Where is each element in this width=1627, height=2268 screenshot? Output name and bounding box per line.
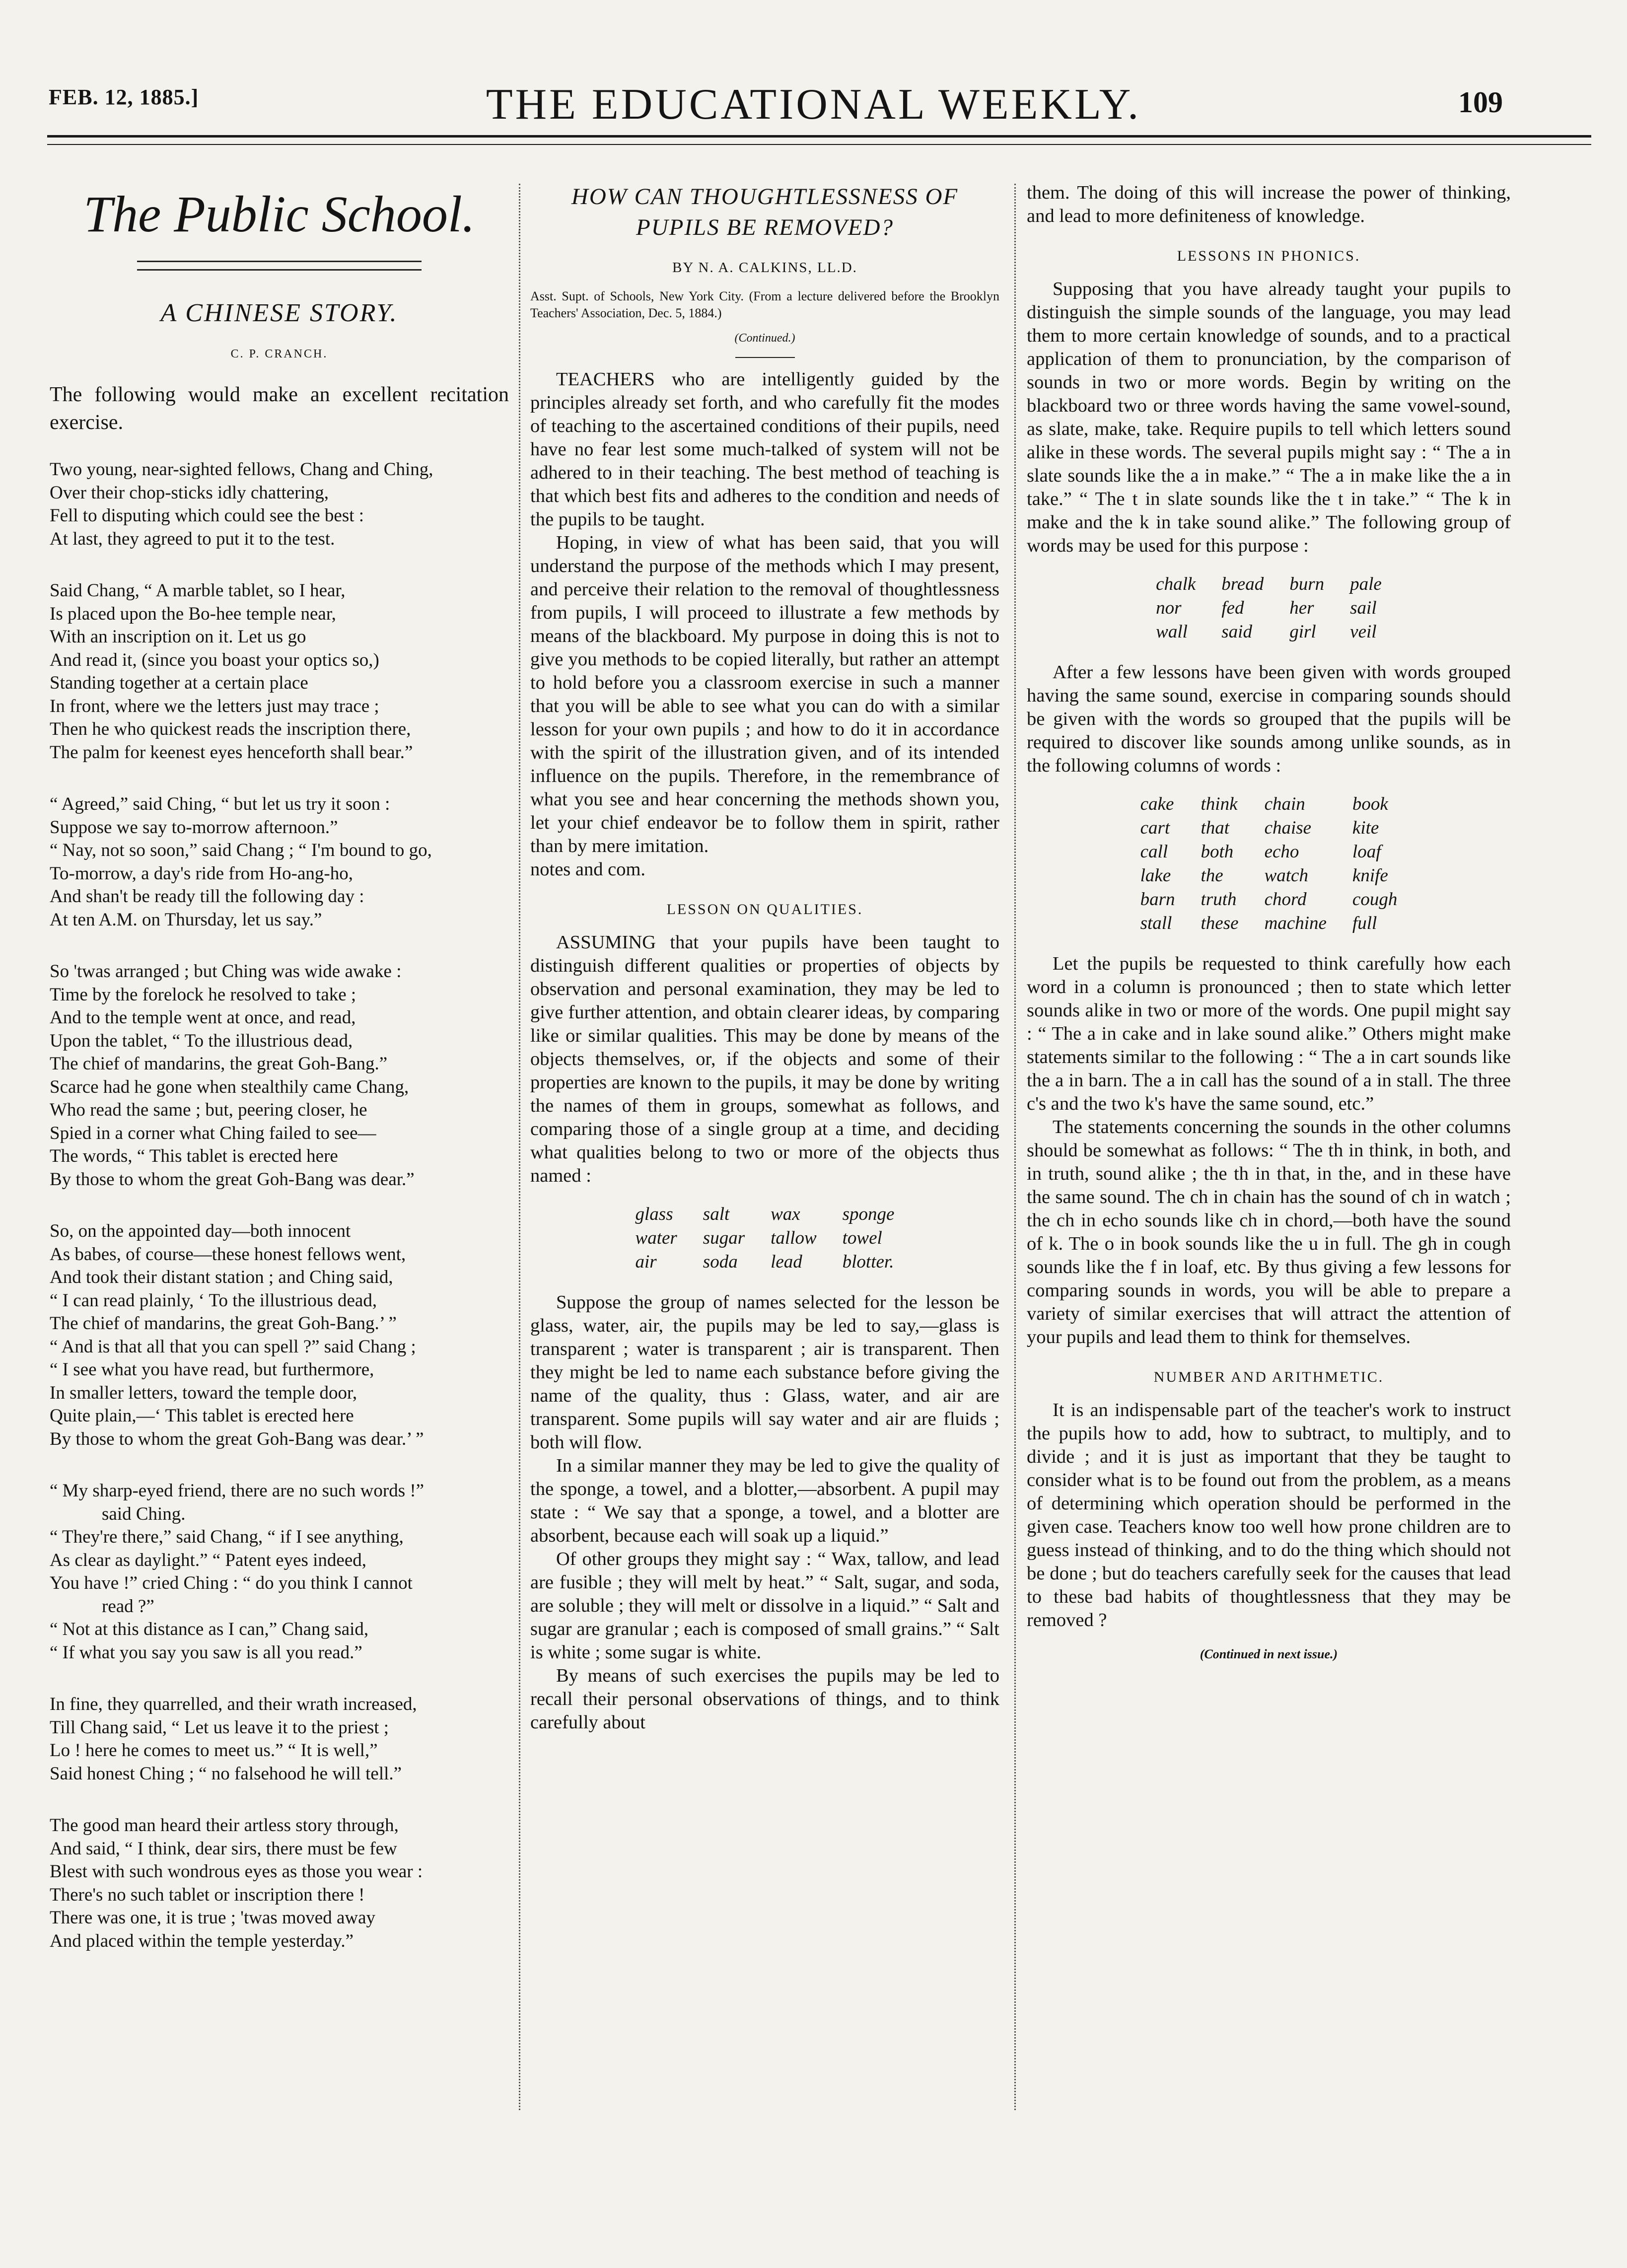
word-cell: fed (1221, 598, 1244, 618)
poem-line: Spied in a corner what Ching failed to see— (50, 1123, 376, 1143)
word-cell: cake (1140, 794, 1174, 814)
word-cell: chain (1264, 794, 1305, 814)
poem-line: Quite plain,—‘ This tablet is erected here (50, 1406, 354, 1426)
paragraph: It is an indispensable part of the teacher's work to instruct the pupils how to add, how to subtract, to multiply, and to divide ; and it is just as important that they be taught to consider what is to be found out from the problem, as a means of determining which operation should be performed in the given case. Teachers know too well how prone children are to guess instead of thinking, and to do the thing which should not be done ; but do teachers carefully seek for the causes that lead to these bad habits of thoughtlessness that they may be removed ? (1027, 1400, 1511, 1630)
column-poem (50, 181, 509, 1982)
word-cell: lake (1140, 865, 1171, 886)
word-row (1128, 840, 1411, 864)
word-cell: that (1201, 818, 1230, 838)
word-cell: girl (1289, 622, 1316, 642)
poem-line: So, on the appointed day—both innocent (50, 1221, 351, 1242)
word-cell: sugar (703, 1228, 745, 1248)
poem-line: read ?” (102, 1596, 154, 1617)
poem-line: To-morrow, a day's ride from Ho-ang-ho, (50, 863, 353, 884)
word-cell: call (1140, 842, 1168, 862)
poem-line: Blest with such wondrous eyes as those you wear : (50, 1861, 423, 1882)
poem-line: The good man heard their artless story through, (50, 1815, 399, 1836)
divider (735, 357, 795, 358)
word-cell: water (635, 1228, 677, 1248)
word-cell: burn (1289, 574, 1325, 594)
word-cell: nor (1156, 598, 1182, 618)
poem-line: By those to whom the great Goh-Bang was dear.” (50, 1169, 415, 1190)
word-cell: truth (1201, 889, 1237, 910)
continued-footer: (Continued in next issue.) (1200, 1647, 1338, 1661)
issue-date: FEB. 12, 1885.] (49, 85, 199, 109)
paragraph: Supposing that you have already taught your pupils to distinguish the simple sounds of the language, you may lead them to more certain knowledge of sounds, and to a practical application of them to pronunciation, by the comparison of sounds in two or more words. Begin by writing on the blackboard two or three words having the same vowel-sound, as slate, make, take. Require pupils to tell which letters sound alike in these words. The several pupils might say : “ The a in slate sounds like the a in make.” “ The a in make like the a in take.” “ The t in slate sounds like the t in take.” “ The k in make and the k in take sound alike.” The following group of words may be used for this purpose : (1027, 279, 1511, 556)
poem-line: Two young, near-sighted fellows, Chang and Ching, (50, 459, 433, 480)
poem-line: “ Agreed,” said Ching, “ but let us try it soon : (50, 794, 390, 815)
word-cell: pale (1350, 574, 1382, 594)
poem-line: “ Nay, not so soon,” said Chang ; “ I'm bound to go, (50, 840, 432, 861)
poem-line: Standing together at a certain place (50, 673, 308, 694)
word-row (623, 1250, 908, 1274)
word-cell: think (1201, 794, 1238, 814)
word-row (1128, 864, 1411, 888)
publication-title: THE EDUCATIONAL WEEKLY. (486, 80, 1141, 129)
paragraph: The statements concerning the sounds in the other columns should be somewhat as follows: “ The th in think, in both, and in truth, sound alike ; the th in that, in the, and in these have the same sound. The ch in chain has the sound of ch in watch ; the ch in echo sounds like ch in chord,—both have the sound of k. The o in book sounds like the u in full. The gh in cough sounds like the f in loaf, etc. By thus giving a few lessons for comparing sounds in words, you will be able to prepare a variety of similar exercises that will attract the attention of your pupils and lead them to think for themselves. (1027, 1117, 1511, 1347)
word-cell: cart (1140, 818, 1170, 838)
poem-line: With an inscription on it. Let us go (50, 627, 306, 647)
paragraph: Hoping, in view of what has been said, that you will understand the purpose of the methods which I may present, and perceive their relation to the removal of thoughtlessness from pupils, I will proceed to illustrate a few methods by means of the blackboard. My purpose in doing this is not to give you methods to be copied literally, but rather an attempt to hold before you a classroom exercise in such a manner that you will be able to see what you can do with a similar lesson for your own pupils ; and how to do it in accordance with the spirit of the illustration given, and of its intended influence on the pupils. Therefore, in the remembrance of what you see and hear concerning the methods shown you, let your chief endeavor be to follow them in spirit, rather than by mere imitation. (530, 532, 999, 856)
poem-stanza (50, 1480, 509, 1664)
poem-line: And read it, (since you boast your optics so,) (50, 649, 379, 670)
word-cell: book (1352, 794, 1388, 814)
poem-line: Scarce had he gone when stealthily came Chang, (50, 1076, 409, 1097)
word-cell: machine (1264, 913, 1327, 933)
poem-line: Said Chang, “ A marble tablet, so I hear, (50, 580, 346, 601)
word-row (1128, 792, 1411, 816)
word-row (1128, 816, 1411, 840)
poem-line: At last, they agreed to put it to the test. (50, 528, 335, 549)
poem-line: Upon the tablet, “ To the illustrious dead, (50, 1030, 353, 1051)
word-row (1143, 572, 1395, 596)
poem-body (50, 458, 509, 1953)
poem-line: “ My sharp-eyed friend, there are no such words !” (50, 1481, 424, 1501)
word-cell: blotter. (842, 1252, 894, 1272)
poem-stanza (50, 1693, 509, 1785)
poem-line: There was one, it is true ; 'twas moved away (50, 1908, 376, 1928)
word-cell: cough (1352, 889, 1398, 910)
word-cell: chord (1264, 889, 1307, 910)
story-author: C. P. CRANCH. (230, 348, 328, 361)
word-cell: her (1289, 598, 1314, 618)
paragraph: After a few lessons have been given with words grouped having the same sound, exercise in comparing sounds should be given with the words so grouped that the pupils will be required to discover like sounds among unlike sounds, as in the following columns of words : (1027, 662, 1511, 776)
word-row (1143, 620, 1395, 644)
poem-line: And placed within the temple yesterday.” (50, 1930, 354, 1951)
section-title: The Public School. (83, 186, 475, 243)
poem-line: said Ching. (102, 1503, 186, 1524)
subheading: LESSONS IN PHONICS. (1177, 248, 1361, 264)
paragraph: them. The doing of this will increase the power of thinking, and lead to more definiteness of knowledge. (1027, 182, 1511, 226)
poem-line: Who read the same ; but, peering closer, he (50, 1100, 367, 1121)
poem-line: In front, where we the letters just may trace ; (50, 696, 379, 716)
poem-line: And said, “ I think, dear sirs, there must be few (50, 1838, 397, 1859)
word-row (623, 1203, 908, 1226)
column-divider (519, 184, 520, 2110)
poem-line: As babes, of course—these honest fellows went, (50, 1244, 406, 1265)
article-title-line: PUPILS BE REMOVED? (636, 214, 894, 240)
subheading: NUMBER AND ARITHMETIC. (1153, 1369, 1384, 1385)
paragraph: Of other groups they might say : “ Wax, tallow, and lead are fusible ; they will melt by heat.” “ Salt, sugar, and soda, are soluble ; they will melt or dissolve in a liquid.” “ Salt and sugar are granular ; each is composed of small grains.” “ Salt is white ; some sugar is white. (530, 1549, 999, 1663)
word-cell: tallow (771, 1228, 817, 1248)
word-cell: knife (1352, 865, 1388, 886)
word-cell: echo (1264, 842, 1299, 862)
word-cell: kite (1352, 818, 1379, 838)
word-cell: veil (1350, 622, 1377, 642)
word-cell: salt (703, 1204, 730, 1224)
word-cell: wax (771, 1204, 800, 1224)
subheading: LESSON ON QUALITIES. (666, 901, 863, 918)
masthead-rule-thin (47, 144, 1591, 145)
word-cell: wall (1156, 622, 1188, 642)
poem-line: As clear as daylight.” “ Patent eyes indeed, (50, 1550, 367, 1570)
story-title: A CHINESE STORY. (160, 299, 398, 328)
column-article (530, 181, 999, 1734)
poem-line: And shan't be ready till the following day : (50, 886, 364, 907)
paragraph: Suppose the group of names selected for the lesson be glass, water, air, the pupils may be led to say,—glass is transparent ; water is transparent ; air is transparent. Then they might be led to name each substance before giving the name of the quality, thus : Glass, water, and air are transparent. Some pupils will say water and air are fluids ; both will flow. (530, 1292, 999, 1453)
word-cell: lead (771, 1252, 802, 1272)
word-cell: both (1201, 842, 1234, 862)
word-cell: loaf (1352, 842, 1381, 862)
poem-line: So 'twas arranged ; but Ching was wide awake : (50, 961, 402, 982)
word-cell: said (1221, 622, 1252, 642)
poem-line: Is placed upon the Bo-hee temple near, (50, 603, 336, 624)
poem-line: In smaller letters, toward the temple door, (50, 1382, 357, 1403)
word-cell: bread (1221, 574, 1264, 594)
poem-line: By those to whom the great Goh-Bang was dear.’ ” (50, 1428, 424, 1449)
word-cell: the (1201, 865, 1223, 886)
word-row (1128, 912, 1411, 935)
column-divider (1014, 184, 1016, 2110)
article-byline: BY N. A. CALKINS, LL.D. (672, 260, 857, 276)
masthead-rule (47, 135, 1591, 138)
poem-line: “ If what you say you saw is all you read.” (50, 1642, 362, 1663)
word-cell: glass (635, 1204, 673, 1224)
poem-line: And took their distant station ; and Ching said, (50, 1267, 393, 1288)
word-table (623, 1203, 908, 1274)
poem-stanza (50, 1220, 509, 1451)
poem-line: Till Chang said, “ Let us leave it to the priest ; (50, 1717, 389, 1738)
word-table (1143, 572, 1395, 644)
word-cell: chalk (1156, 574, 1196, 594)
word-cell: watch (1264, 865, 1308, 886)
word-cell: chaise (1264, 818, 1312, 838)
paragraph: TEACHERS who are intelligently guided by the principles already set forth, and who carefully fit the modes of teaching to the ascertained conditions of their pupils, need have no fear lest some much-talked of system will not be adhered to in their teaching. The best method of teaching is that which best fits and adheres to the condition and needs of the pupils to be taught. (530, 369, 999, 530)
word-cell: stall (1140, 913, 1172, 933)
article-note: Asst. Supt. of Schools, New York City. (From a lecture delivered before the Brooklyn Teachers' Association, Dec. 5, 1884.) (530, 289, 999, 320)
poem-stanza (50, 1814, 509, 1953)
poem-line: The palm for keenest eyes henceforth shall bear.” (50, 742, 413, 763)
continued-label: (Continued.) (734, 332, 795, 345)
poem-line: In fine, they quarrelled, and their wrath increased, (50, 1694, 417, 1715)
word-cell: these (1201, 913, 1239, 933)
poem-line: At ten A.M. on Thursday, let us say.” (50, 909, 322, 930)
poem-line: “ I can read plainly, ‘ To the illustrious dead, (50, 1290, 377, 1311)
paragraph: notes and com. (530, 859, 646, 880)
poem-line: “ Not at this distance as I can,” Chang said, (50, 1619, 369, 1640)
word-cell: sail (1350, 598, 1377, 618)
poem-stanza (50, 960, 509, 1191)
word-row (1128, 888, 1411, 912)
paragraph: By means of such exercises the pupils may be led to recall their personal observations of things, and to think carefully about (530, 1665, 999, 1733)
article-title-line: HOW CAN THOUGHTLESSNESS OF (571, 184, 959, 210)
page-number: 109 (1458, 86, 1503, 119)
poem-line: And to the temple went at once, and read, (50, 1007, 356, 1028)
word-cell: full (1352, 913, 1377, 933)
paragraph: ASSUMING that your pupils have been taught to distinguish different qualities or properties of objects by observation and personal examination, they may be led to give further attention, and obtain clearer ideas, by comparing like or similar qualities. This may be done by means of the objects themselves, or, if the objects and some of their properties are known to the pupils, it may be done by writing the names of them in groups, somewhat as follows, and comparing those of a single group at a time, and deciding what qualities belong to two or more of the objects thus named : (530, 932, 999, 1186)
poem-line: Then he who quickest reads the inscription there, (50, 719, 411, 740)
word-cell: barn (1140, 889, 1175, 910)
poem-line: The chief of mandarins, the great Goh-Bang.’ ” (50, 1313, 397, 1334)
poem-line: “ They're there,” said Chang, “ if I see anything, (50, 1527, 404, 1548)
poem-line: “ I see what you have read, but furthermore, (50, 1359, 374, 1380)
poem-line: Said honest Ching ; “ no falsehood he will tell.” (50, 1763, 402, 1784)
word-row (623, 1226, 908, 1250)
poem-line: Lo ! here he comes to meet us.” “ It is well,” (50, 1740, 378, 1761)
poem-stanza (50, 793, 509, 931)
article-title (530, 181, 999, 243)
word-table (1128, 792, 1411, 935)
story-intro: The following would make an excellent recitation exercise. (50, 383, 509, 434)
poem-line: Time by the forelock he resolved to take ; (50, 984, 356, 1005)
word-cell: sponge (842, 1204, 895, 1224)
poem-line: The words, “ This tablet is erected here (50, 1146, 338, 1167)
section-rule (137, 261, 422, 271)
poem-stanza (50, 458, 509, 551)
poem-line: You have !” cried Ching : “ do you think I cannot (50, 1573, 413, 1594)
poem-line: There's no such tablet or inscription there ! (50, 1884, 365, 1905)
word-row (1143, 596, 1395, 620)
paragraph: Let the pupils be requested to think carefully how each word in a column is pronounced ; then to state which letter sounds alike in two or more of the words. One pupil might say : “ The a in cake and in lake sound alike.” Others might make statements similar to the following : “ The a in cart sounds like the a in barn. The a in call has the sound of a in stall. The three c's and the two k's have the same sound, etc.” (1027, 953, 1511, 1114)
poem-line: Fell to disputing which could see the best : (50, 505, 364, 526)
poem-line: Over their chop-sticks idly chattering, (50, 482, 329, 503)
word-cell: soda (703, 1252, 738, 1272)
poem-stanza (50, 579, 509, 764)
poem-line: Suppose we say to-morrow afternoon.” (50, 817, 338, 838)
word-cell: air (635, 1252, 657, 1272)
word-cell: towel (842, 1228, 882, 1248)
poem-line: “ And is that all that you can spell ?” said Chang ; (50, 1336, 416, 1357)
column-article-continued (1027, 181, 1511, 1662)
poem-line: The chief of mandarins, the great Goh-Bang.” (50, 1054, 388, 1074)
paragraph: In a similar manner they may be led to give the quality of the sponge, a towel, and a blotter,—absorbent. A pupil may state : “ We say that a sponge, a towel, and a blotter are absorbent, because each will soak up a liquid.” (530, 1455, 999, 1546)
